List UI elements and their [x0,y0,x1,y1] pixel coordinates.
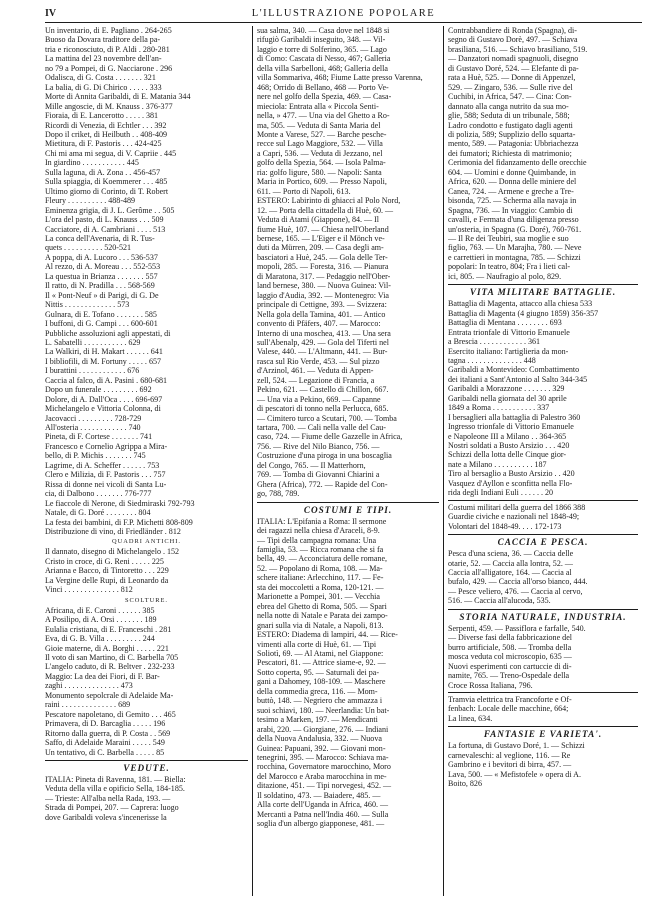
index-entry: Serpenti, 459. — Passiflora e farfalle, 540. [448,623,586,633]
index-entry: Marionette a Pompei, 301. — Vecchia [257,592,380,602]
index-entry: di Gustavo Doré, 524. — Elefante di pa- [448,63,579,73]
index-entry: Lava, 500. — « Mefistofele » opera di A. [448,769,581,779]
index-entry: della Nuova Andalusia, 332. — Nuova [257,734,382,744]
index-entry: Saffo, di Adelaide Maraini . . . . . 549 [45,738,165,748]
index-entry: ma, 505. — Veduta di Santa Maria del [257,120,381,130]
index-entry: I buffoni, di G. Campi . . . 600-601 [45,319,158,329]
index-entry: Caccia all'alligatore, 164. — Caccia al [448,568,572,578]
index-entry: Rissa di donne nei vicoli di Santa Lu- [45,479,167,489]
index-entry: rida degli Indiani Euli . . . . . . 20 [448,488,554,498]
index-entry: 529. — Zingaro, 536. — Sulle rive del [448,82,573,92]
index-entry: Arianna e Bacco, di Tintoretto . . . 229 [45,566,169,576]
index-entry: dannato alla canga nutrito da sua mo- [448,101,569,111]
index-entry: Garibaldi a Morazzone . . . . . . . 329 [448,384,565,394]
index-entry: La conca dell'Avenaria, di R. Tus- [45,233,155,243]
index-entry: Gambrino e i bevitori di birra, 457. — [448,760,572,770]
column-right [443,26,642,896]
index-entry: Vasquez d'Ayllon e sconfitta nella Flo- [448,478,573,488]
index-entry: e carrettieri in montagna, 785. — Schizzi [448,252,581,262]
index-entry: villa Sommariva, 468; Fiume Latte presso Varenna, [257,73,423,83]
index-entry: L. Sabatelli . . . . . . . . . . . 629 [45,337,141,347]
index-entry: namite, 765. — Treno-Ospedale della [448,671,570,681]
index-entry: Cuchibi, in Africa, 547. — Cina: Con- [448,92,572,102]
index-entry: La Walkiri, di H. Makart . . . . . . 641 [45,347,163,357]
index-entry: Sulla laguna, di A. Zona . . 456-457 [45,167,161,177]
index-entry: ITALIA: L'Epifania a Roma: Il sermone [257,516,387,526]
index-entry: Nella gola della Tamina, 401. — Antico [257,309,386,319]
index-entry: 611. — Porto di Napoli, 613. [257,186,351,196]
index-entry: buttò, 148. — Negriero che ammazza i [257,696,383,706]
index-entry: Pesca d'una sciena, 36. — Caccia delle [448,549,574,559]
index-entry: Pescatore napoletano, di Gemito . . . 465 [45,709,176,719]
index-entry: sua salma, 340. — Casa dove nel 1848 si [257,26,390,35]
index-entry: land bernese, 380. — Nuova Guinea: Vil- [257,281,391,291]
index-entry: Gioie materne, di A. Borghi . . . . . 221 [45,643,169,653]
index-entry: ditazione, 451. — Tipi norvegesi, 452. — [257,781,392,791]
index-entry: Pineta, di F. Cortese . . . . . . . 741 [45,432,153,442]
index-entry: Battaglia di Magenta, attacco alla chiesa 533 [448,299,593,309]
index-entry: Monte a Varese, 527. — Barche pesche- [257,129,387,139]
index-entry: — Cimitero turco a Scutari, 700. — Tomba [257,413,397,423]
index-entry: rasca sul Rio Verde, 453. — Sul pizzo [257,356,380,366]
index-entry: quets . . . . . . . . . . 520-521 [45,243,132,253]
index-entry: Interno di una moschea, 413. — Una sera [257,328,391,338]
index-entry: Fleury . . . . . . . . . . 488-489 [45,196,136,206]
index-entry: Odalisca, di G. Costa . . . . . . . 321 [45,73,156,83]
index-entry: Costumi militari della guerra del 1866 388 [448,502,586,512]
index-entry: del Congo, 765. — Il Matterhorn, [257,460,366,470]
index-entry: Clero e Milizia, di F. Pastoris . . . 757 [45,470,166,480]
index-entry: — Tipi della campagna romana: Una [257,535,377,545]
index-entry: Mietitura, di F. Pastoris . . . 424-425 [45,139,162,149]
index-entry: Il dannato, disegno di Michelangelo . 152 [45,547,180,557]
index-entry: Ingresso trionfale di Vittorio Emanuele [448,422,574,432]
index-entry: — Trieste: All'alba nella Rada, 193. — [45,793,171,803]
index-entry: zaghi . . . . . . . . . . . . . . 473 [45,681,133,691]
index-entry: Sulla spiaggia, di Koemmerer . . . 485 [45,177,168,187]
index-entry: Tiro al bersaglio a Busto Arsizio . . 420 [448,469,575,479]
index-entry: Nostri soldati a Busto Arsizio . . . 420 [448,441,570,451]
index-entry: 769. — Tomba di Giovanni Chiarini a [257,470,380,480]
index-entry: Boito, 826 [448,779,482,789]
index-entry: Schizzi della lotta delle Cinque gior- [448,450,567,460]
index-entry: dei italiani a Sant'Antonio al Salto 344-345 [448,374,588,384]
index-entry: d'Arzinol, 461. — Veduta di Appen- [257,366,374,376]
index-entry: dei fumatori; Richiesta di matrimonio; [448,148,572,158]
index-entry: La questua in Brianza . . . . . . . 557 [45,271,158,281]
index-entry: La Vergine delle Rupi, di Leonardo da [45,575,169,585]
index-entry: 52. — Popolano di Roma, 108. — Ma- [257,563,383,573]
column-left [45,26,252,896]
index-entry: ESTERO: Diadema di lampiri, 44. — Rice- [257,630,398,640]
index-entry: Esercito italiano: l'artiglieria da mon- [448,346,569,356]
index-entry: Nuovi esperimenti con cartuccie di di- [448,661,572,671]
index-entry: vimenti alla corte di Huè, 61. — Tipi [257,639,377,649]
index-entry: della villa Sarbelloni, 468; Galleria della [257,63,388,73]
index-entry: — Danzatori nomadi spagnuoli, disegno [448,54,579,64]
index-entry: Spagna, 736. — In viaggio: Cambio di [448,205,573,215]
index-entry: ici, 805. — Naufragio al polo, 829. [448,271,562,281]
index-entry: In giardino . . . . . . . . . . . 445 [45,158,139,168]
index-entry: di Como: Cascata di Nesso, 467; Galleria [257,54,391,64]
index-entry: Ladro condotto e fustigato dagli agenti [448,120,573,130]
index-entry: L'ora del pasto, di L. Knauss . . . 509 [45,215,164,225]
column-middle [252,26,443,896]
index-entry: Eva, di G. B. Villa . . . . . . . . . 244 [45,634,155,644]
index-entry: duti da Mürren, 209. — Casa degli am- [257,243,384,253]
index-entry: Francesco e Cornelio Agrippa a Mira- [45,441,168,451]
index-entry: A poppa, di A. Lucoro . . . 536-537 [45,252,158,262]
index-entry: Pescatori, 81. — Attrice siame-e, 92. — [257,658,386,668]
index-entry: Dopo il criket, di Heilbuth . . 408-409 [45,129,168,139]
index-entry: suoi schiavi, 180. — Neerlandia: Un bat- [257,705,390,715]
index-entry: rata a Huè, 525. — Donne di Appenzel, [448,73,576,83]
index-entry: Morte di Annita Garibaldi, di E. Matania 344 [45,92,191,102]
index-entry: — Diverse fasi della fabbricazione del [448,633,572,643]
index-entry: Canea, 724. — Armene e greche a Tre- [448,186,574,196]
index-entry: Veduta di Atami (Giappone), 84. — Il [257,215,380,225]
index-entry: All'osteria . . . . . . . . . . . . 740 [45,423,141,433]
section-heading: VEDUTE. [45,760,248,775]
index-entry: brasiliana, 516. — Schiavo brasiliano, 519. [448,44,588,54]
index-entry: figlio, 763. — Un Marajha, 780. — Neve [448,243,582,253]
index-entry: dove Garibaldi voleva s'incenerisse la [45,812,167,822]
index-entry: bella, 49. — Acconciatura delle romane, [257,554,388,564]
index-entry: tenegrini, 395. — Marocco: Schiava ma- [257,752,389,762]
index-entry: Ghera (Africa), 772. — Rapide del Con- [257,479,388,489]
index-entry: Ultimo giorno di Corinto, di T. Robert [45,186,169,196]
index-entry: bufalo, 429. — Caccia all'orso bianco, 444. [448,577,588,587]
index-entry: principale di Cettigne, 393. — Svizzera: [257,300,387,310]
index-entry: Lagrime, di A. Scheffer . . . . . . 753 [45,460,160,470]
index-entry: ria: golfo ligure, 580. — Napoli: Santa [257,167,382,177]
index-entry: rifugiò Garibaldi inseguito, 348. — Vil- [257,35,386,45]
index-entry: bello, di P. Michis . . . . . . . 745 [45,451,146,461]
index-entry: — Il Re dei Teubiri, sua moglie e suo [448,233,569,243]
index-entry: I bersaglieri alla battaglia di Palestro 360 [448,412,581,422]
index-entry: Ritorno dalla guerra, di P. Costa . . 569 [45,728,171,738]
index-entry: mopoli, 285. — Foresta, 316. — Pianura [257,262,389,272]
index-entry: mieciola: Entrata alla « Piccola Senti- [257,101,379,111]
index-entry: otarie, 52. — Caccia alla lontra, 52. — [448,558,573,568]
index-entry: Gulnara, di E. Tofano . . . . . . . 585 [45,309,157,319]
index-entry: carnevaleschi: al veglione, 116. — Re [448,750,571,760]
index-entry: della commedia greca, 116. — Mom- [257,686,378,696]
index-entry: Monumento sepolcrale di Adelaide Ma- [45,690,174,700]
index-entry: nella, » 477. — Una via del Ghetto a Ro- [257,111,390,121]
index-columns [45,26,642,896]
index-entry: Buoso da Dovara traditore della pa- [45,35,161,45]
index-entry: Un inventario, di E. Pagliano . 264-265 [45,26,172,35]
index-entry: Maria in Portico, 609. — Presso Napoli, [257,177,387,187]
index-entry: rocchina, Governatore marocchino, Moro [257,762,391,772]
index-entry: caso, 724. — Fiume delle Gazzelle in Africa, [257,432,403,442]
index-entry: schere italiane: Arlecchino, 117. — Fe- [257,573,384,583]
index-entry: Soliotì, 69. — Al Atami, nel Giappone: [257,649,384,658]
index-entry: I bibliofili, di M. Fortuny . . . . . 657 [45,356,162,366]
index-entry: laggio e torre di Solferino, 365. — Lago [257,44,387,54]
index-entry: Distribuzione di vino, di Friedländer . 812 [45,527,181,537]
index-entry: La balia, di G. Di Chirico . . . . . 333 [45,82,162,92]
index-entry: Ricordi di Venezia, di Echtler . . . 392 [45,120,167,130]
divider [448,500,638,501]
index-entry: Nittis . . . . . . . . . . . . . 573 [45,300,130,310]
index-entry: di polizia, 589; Supplizio dello squarta- [448,129,576,139]
index-entry: Il voto di san Martino, di C. Barbella 705 [45,653,179,662]
index-entry: cia, di Dalbono . . . . . . . 776-777 [45,489,152,499]
index-entry: Eminenza grigia, di J. L. Gerôme . . 505 [45,205,175,215]
index-entry: a Capri, 536. — Veduta di Jezzano, nel [257,148,383,158]
index-entry: Fioraia, di E. Lancerotto . . . . . 381 [45,111,159,121]
index-entry: Il « Pont-Neuf » di Parigi, di G. De [45,290,159,300]
index-entry: recce sul Lago Maggiore, 532. — Villa [257,139,383,149]
index-entry: soglia d'un albergo giapponese, 481. — [257,819,385,829]
index-entry: tartara, 700. — Cali nella valle del Cau- [257,423,386,433]
index-entry: 516. — Caccia all'alucoda, 535. [448,596,551,606]
index-entry: Mille angoscie, di M. Knauss . 376-377 [45,101,173,111]
index-entry: Le fiaccole di Nerone, di Siedmiraski 792-793 [45,498,195,508]
index-entry: Caccia al falco, di A. Pasini . 680-681 [45,375,168,385]
index-entry: mosca veduta col microscopio, 635 — [448,652,572,662]
divider [448,692,638,693]
subsection-heading: SCOLTURE. [124,596,169,604]
index-entry: La linea, 634. [448,713,493,723]
page-header [45,8,642,23]
index-entry: fenbach: Locale delle macchine, 664; [448,704,569,714]
index-entry: mento, 589. — Patagonia: Ubbriachezza [448,139,579,149]
index-entry: ITALIA: Pineta di Ravenna, 181. — Biella: [45,774,186,784]
index-entry: bernese, 165. — L'Eiger e il Mönch ve- [257,233,385,243]
index-entry: 756. — Rive del Nilo Bianco, 756. — [257,441,380,451]
index-entry: ESTERO: Labirinto di ghiacci al Polo Nord, [257,196,401,206]
index-entry: arabi, 220. — Giorgiane, 276. — Indiani [257,724,389,734]
index-entry: glie, 588; Seduta di un tribunale, 588; [448,111,570,121]
running-title: L'ILLUSTRAZIONE POPOLARE [251,8,436,19]
index-entry: Battaglia di Magenta (4 giugno 1859) 356-357 [448,308,599,318]
section-heading: VITA MILITARE BATTAGLIE. [448,284,638,299]
index-entry: Un tentativo, di C. Barbella . . . . . 85 [45,747,165,757]
index-entry: Alla corte dell'Uganda in Africa, 460. — [257,800,389,810]
index-entry: tesimo a Marken, 197. — Mendicanti [257,715,378,725]
index-entry: sta dei moccoletti a Roma, 120-121. — [257,582,384,592]
index-entry: cavalli, e Fermata d'una diligenza presso [448,215,579,225]
index-entry: 12. — Porta della cittadella di Huè, 60. — [257,205,394,215]
index-entry: Pekino, 621. — Castello di Chillon, 667. [257,385,389,395]
index-entry: famiglia, 53. — Ricca romana che si fa [257,545,384,555]
index-entry: Michelangelo e Vittoria Colonna, di [45,404,161,414]
index-entry: bisonda, 725. — Scherma alla navaja in [448,196,577,206]
index-entry: L'angelo caduto, di R. Beltver . 232-233 [45,662,175,672]
index-entry: Vinci . . . . . . . . . . . . . . 812 [45,585,133,595]
index-entry: ebrea del Ghetto di Roma, 505. — Spari [257,601,387,611]
index-entry: raini . . . . . . . . . . . . . . 689 [45,700,131,710]
index-entry: Natale, di G. Doré . . . . . . . . 804 [45,508,151,518]
index-entry: La fortuna, di Gustavo Doré, 1. — Schizzi [448,741,585,751]
section-heading: COSTUMI E TIPI. [257,502,439,517]
index-entry: Chi mi ama mi segua, di V. Capriie . 445 [45,148,177,158]
index-entry: Il soldatino, 473. — Baiadere, 485. — [257,790,381,800]
index-entry: go, 788, 789. [257,489,300,499]
index-entry: Pubbliche assoluzioni agli appestati, di [45,328,171,338]
index-entry: Volontari del 1848-49. . . . 172-173 [448,521,562,531]
index-entry: Cerimonia del fidanzamento delle orecchie [448,158,587,168]
index-entry: Maggio: La dea dei Fiori, di F. Bar- [45,671,160,681]
index-entry: Guardie civiche e nazionali nel 1848-49; [448,512,580,522]
index-entry: convento di Pfäfers, 407. — Marocco: [257,319,381,329]
index-entry: di Maratona, 317. — Pedaggio nell'Ober- [257,271,391,281]
index-entry: La festa dei bambini, di F.P. Michetti 808-809 [45,517,193,527]
index-entry: Veduta della villa e opificio Sella, 184-185. [45,784,185,794]
index-entry: Strada di Pompei, 207. — Caprera: luogo [45,803,179,813]
index-entry: sull'Abenalp, 429. — Gola del Tiferti nel [257,337,389,347]
index-entry: 604. — Uomini e donne Quimbande, in [448,167,576,177]
index-entry: Entrata trionfale di Vittorio Emanuele [448,327,570,337]
index-entry: Africa, 620. — Donna delle miniere del [448,177,577,187]
index-entry: Jacovacci . . . . . . . . . 728-729 [45,413,142,423]
index-entry: 468; Orrido di Bellano, 468 — Porto Ve- [257,82,389,92]
index-entry: burro artificiale, 508. — Tromba della [448,642,572,652]
index-entry: gani a Dahomey, 108-109. — Maschere [257,677,386,687]
index-entry: golfo della Spezia, 564. — Isola Palma- [257,158,386,168]
index-entry: tria e riconosciuto, di P. Aldi . 280-281 [45,44,170,54]
subsection-heading: QUADRI ANTICHI. [112,538,181,546]
index-entry: no 79 a Pompei, di G. Nacciarone . 296 [45,63,173,73]
index-entry: laggio d'Audia, 392. — Montenegro: Via [257,290,390,300]
index-entry: I burattini . . . . . . . . . . . . 676 [45,366,140,376]
index-entry: un'osteria, in Spagna (G. Doré), 760-761. [448,224,582,234]
index-entry: A Posilipo, di A. Orsi . . . . . . . 189 [45,615,157,625]
index-entry: del Marocco e Araba marocchina in me- [257,771,387,781]
index-entry: La mattina del 23 novembre dell'an- [45,54,162,64]
section-heading: CACCIA E PESCA. [448,534,638,549]
index-entry: Africana, di E. Caroni . . . . . . 385 [45,605,155,615]
index-entry: Il ratto, di N. Pradilla . . . 568-569 [45,281,155,291]
index-entry: Tramvia elettrica tra Francoforte e Of- [448,695,572,704]
index-entry: Contrabbandiere di Ronda (Spagna), di- [448,26,577,35]
index-entry: nere nel golfo della Spezia, 469. — Casa- [257,92,392,102]
index-entry: Battaglia di Mentana . . . . . . . . 693 [448,318,562,328]
index-entry: Croce Rossa Italiana, 796. [448,680,533,690]
index-entry: 1849 a Roma . . . . . . . . . . . 337 [448,403,550,413]
index-entry: Guinea: Papuani, 392. — Giovani mon- [257,743,386,753]
index-entry: nella notte di Natale e Parata dei zampo- [257,611,388,621]
index-entry: Eulalia cristiana, di E. Franceschi . 281 [45,624,172,634]
index-entry: zell, 524. — Legazione di Francia, a [257,375,375,385]
section-heading: STORIA NATURALE, INDUSTRIA. [448,609,638,624]
index-entry: segno di Gustavo Dorè, 497. — Schiava [448,35,578,45]
index-entry: Dopo un funerale . . . . . . . . . 692 [45,385,152,395]
index-entry: popolari: In teatro, 804; Fra i lieti cal- [448,262,571,272]
index-entry: a Brescia . . . . . . . . . . . . 361 [448,337,541,347]
index-entry: Mercanti a Patna nell'India 460. — Sulla [257,809,389,819]
index-entry: Valese, 440. — L'Altmann, 441. — Bur- [257,347,388,357]
index-entry: di pescatori di tonno nella Perlucca, 685. [257,404,389,414]
index-entry: Garibaldi a Montevideo: Combattimento [448,365,580,375]
index-entry: basciatori a Huè, 245. — Gola delle Ter- [257,252,388,262]
index-entry: dei ragazzi nella chiesa d'Araceli, 8-9. [257,526,380,536]
index-entry: Dolore, di A. Dall'Oca . . . . 696-697 [45,394,163,404]
index-entry: gnari sulla via di Natale, a Napoli, 813. [257,620,384,630]
index-entry: tagna . . . . . . . . . . . . . . 448 [448,355,536,365]
index-entry: Primavera, di D. Barcaglia . . . . . 196 [45,719,166,729]
index-entry: Al rezzo, di A. Moreau . . . 552-553 [45,262,161,272]
index-entry: Cristo in croce, di G. Reni . . . . . 225 [45,556,164,566]
index-entry: Sotto coperta, 95. — Saturnali dei pa- [257,667,380,677]
index-entry: Cacciatore, di A. Cambriani . . . . 513 [45,224,166,234]
index-entry: fiume Huè, 107. — Chiesa nell'Oberland [257,224,389,234]
index-entry: — Una via a Pekino, 669. — Capanne [257,394,381,404]
index-entry: nate a Milano . . . . . . . . . . 187 [448,459,547,469]
section-heading: FANTASIE E VARIETA'. [448,726,638,741]
page-number: IV [45,8,57,19]
index-entry: e Napoleone III a Milano . . 364-365 [448,431,567,441]
index-entry: — Pesce veliero, 476. — Caccia al cervo, [448,586,583,596]
index-entry: Garibaldi nella giornata del 30 aprile [448,393,567,403]
index-entry: Costruzione d'una piroga in una boscaglia [257,451,392,461]
